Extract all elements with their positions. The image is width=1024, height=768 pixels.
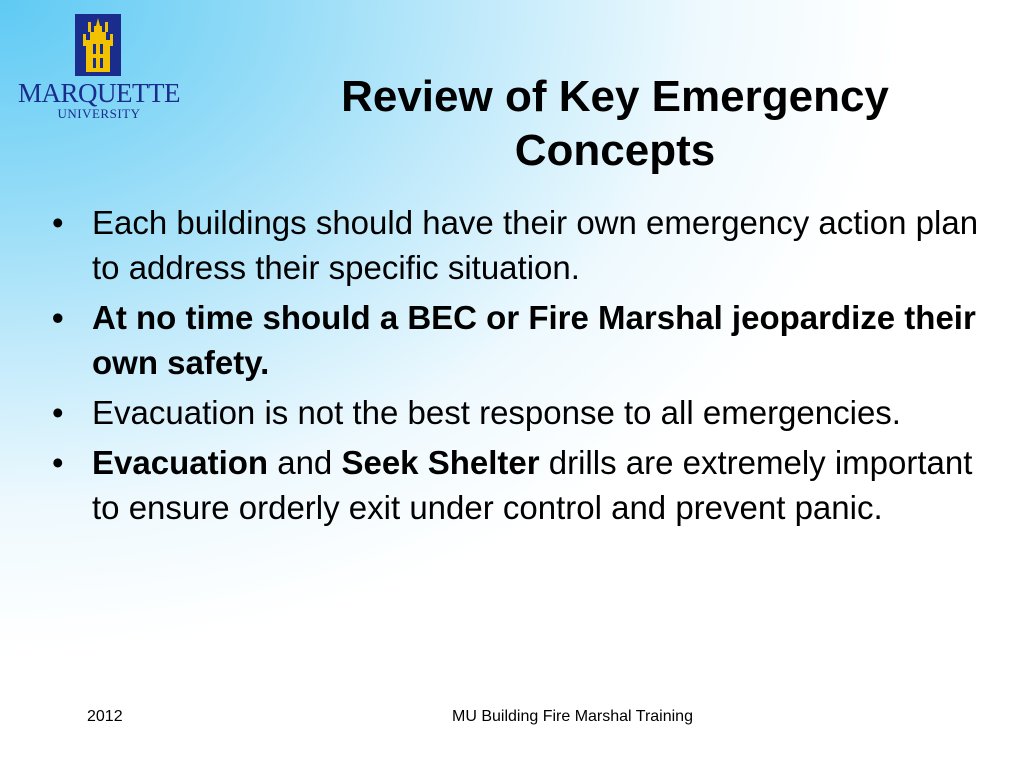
university-logo <box>14 14 184 124</box>
bullet-glyph: • <box>52 299 64 336</box>
bullet-item <box>52 295 992 385</box>
bullet-text: At no time should a BEC or Fire Marshal jeopardize their own safety. <box>92 299 976 381</box>
marquette-tower-icon <box>75 14 121 76</box>
bullet-text: Evacuation is not the best response to all emergencies. <box>92 394 901 431</box>
bullet-glyph: • <box>52 204 64 241</box>
footer-title: MU Building Fire Marshal Training <box>452 708 693 725</box>
bullet-text-and: and <box>268 444 342 481</box>
footer-year: 2012 <box>87 708 123 725</box>
bullet-bold-evacuation: Evacuation <box>92 444 269 481</box>
slide-title <box>280 70 950 178</box>
bullet-bold-seek-shelter: Seek Shelter <box>341 444 540 481</box>
bullet-item <box>52 200 992 290</box>
bullet-text: drills are extremely important to ensure orderly exit under control and prevent panic. <box>92 444 973 526</box>
title-line-2: Concepts <box>514 126 716 175</box>
bullet-text: Each buildings should have their own emergency action plan to address their specific situation. <box>92 204 979 286</box>
logo-name: MARQUETTE <box>18 78 180 108</box>
bullet-item <box>52 440 992 530</box>
title-line-1: Review of Key Emergency <box>341 72 889 121</box>
logo-subtitle: UNIVERSITY <box>57 106 141 121</box>
bullet-glyph: • <box>52 444 64 481</box>
bullet-glyph: • <box>52 394 64 431</box>
bullet-list <box>52 200 992 535</box>
bullet-item <box>52 390 992 435</box>
